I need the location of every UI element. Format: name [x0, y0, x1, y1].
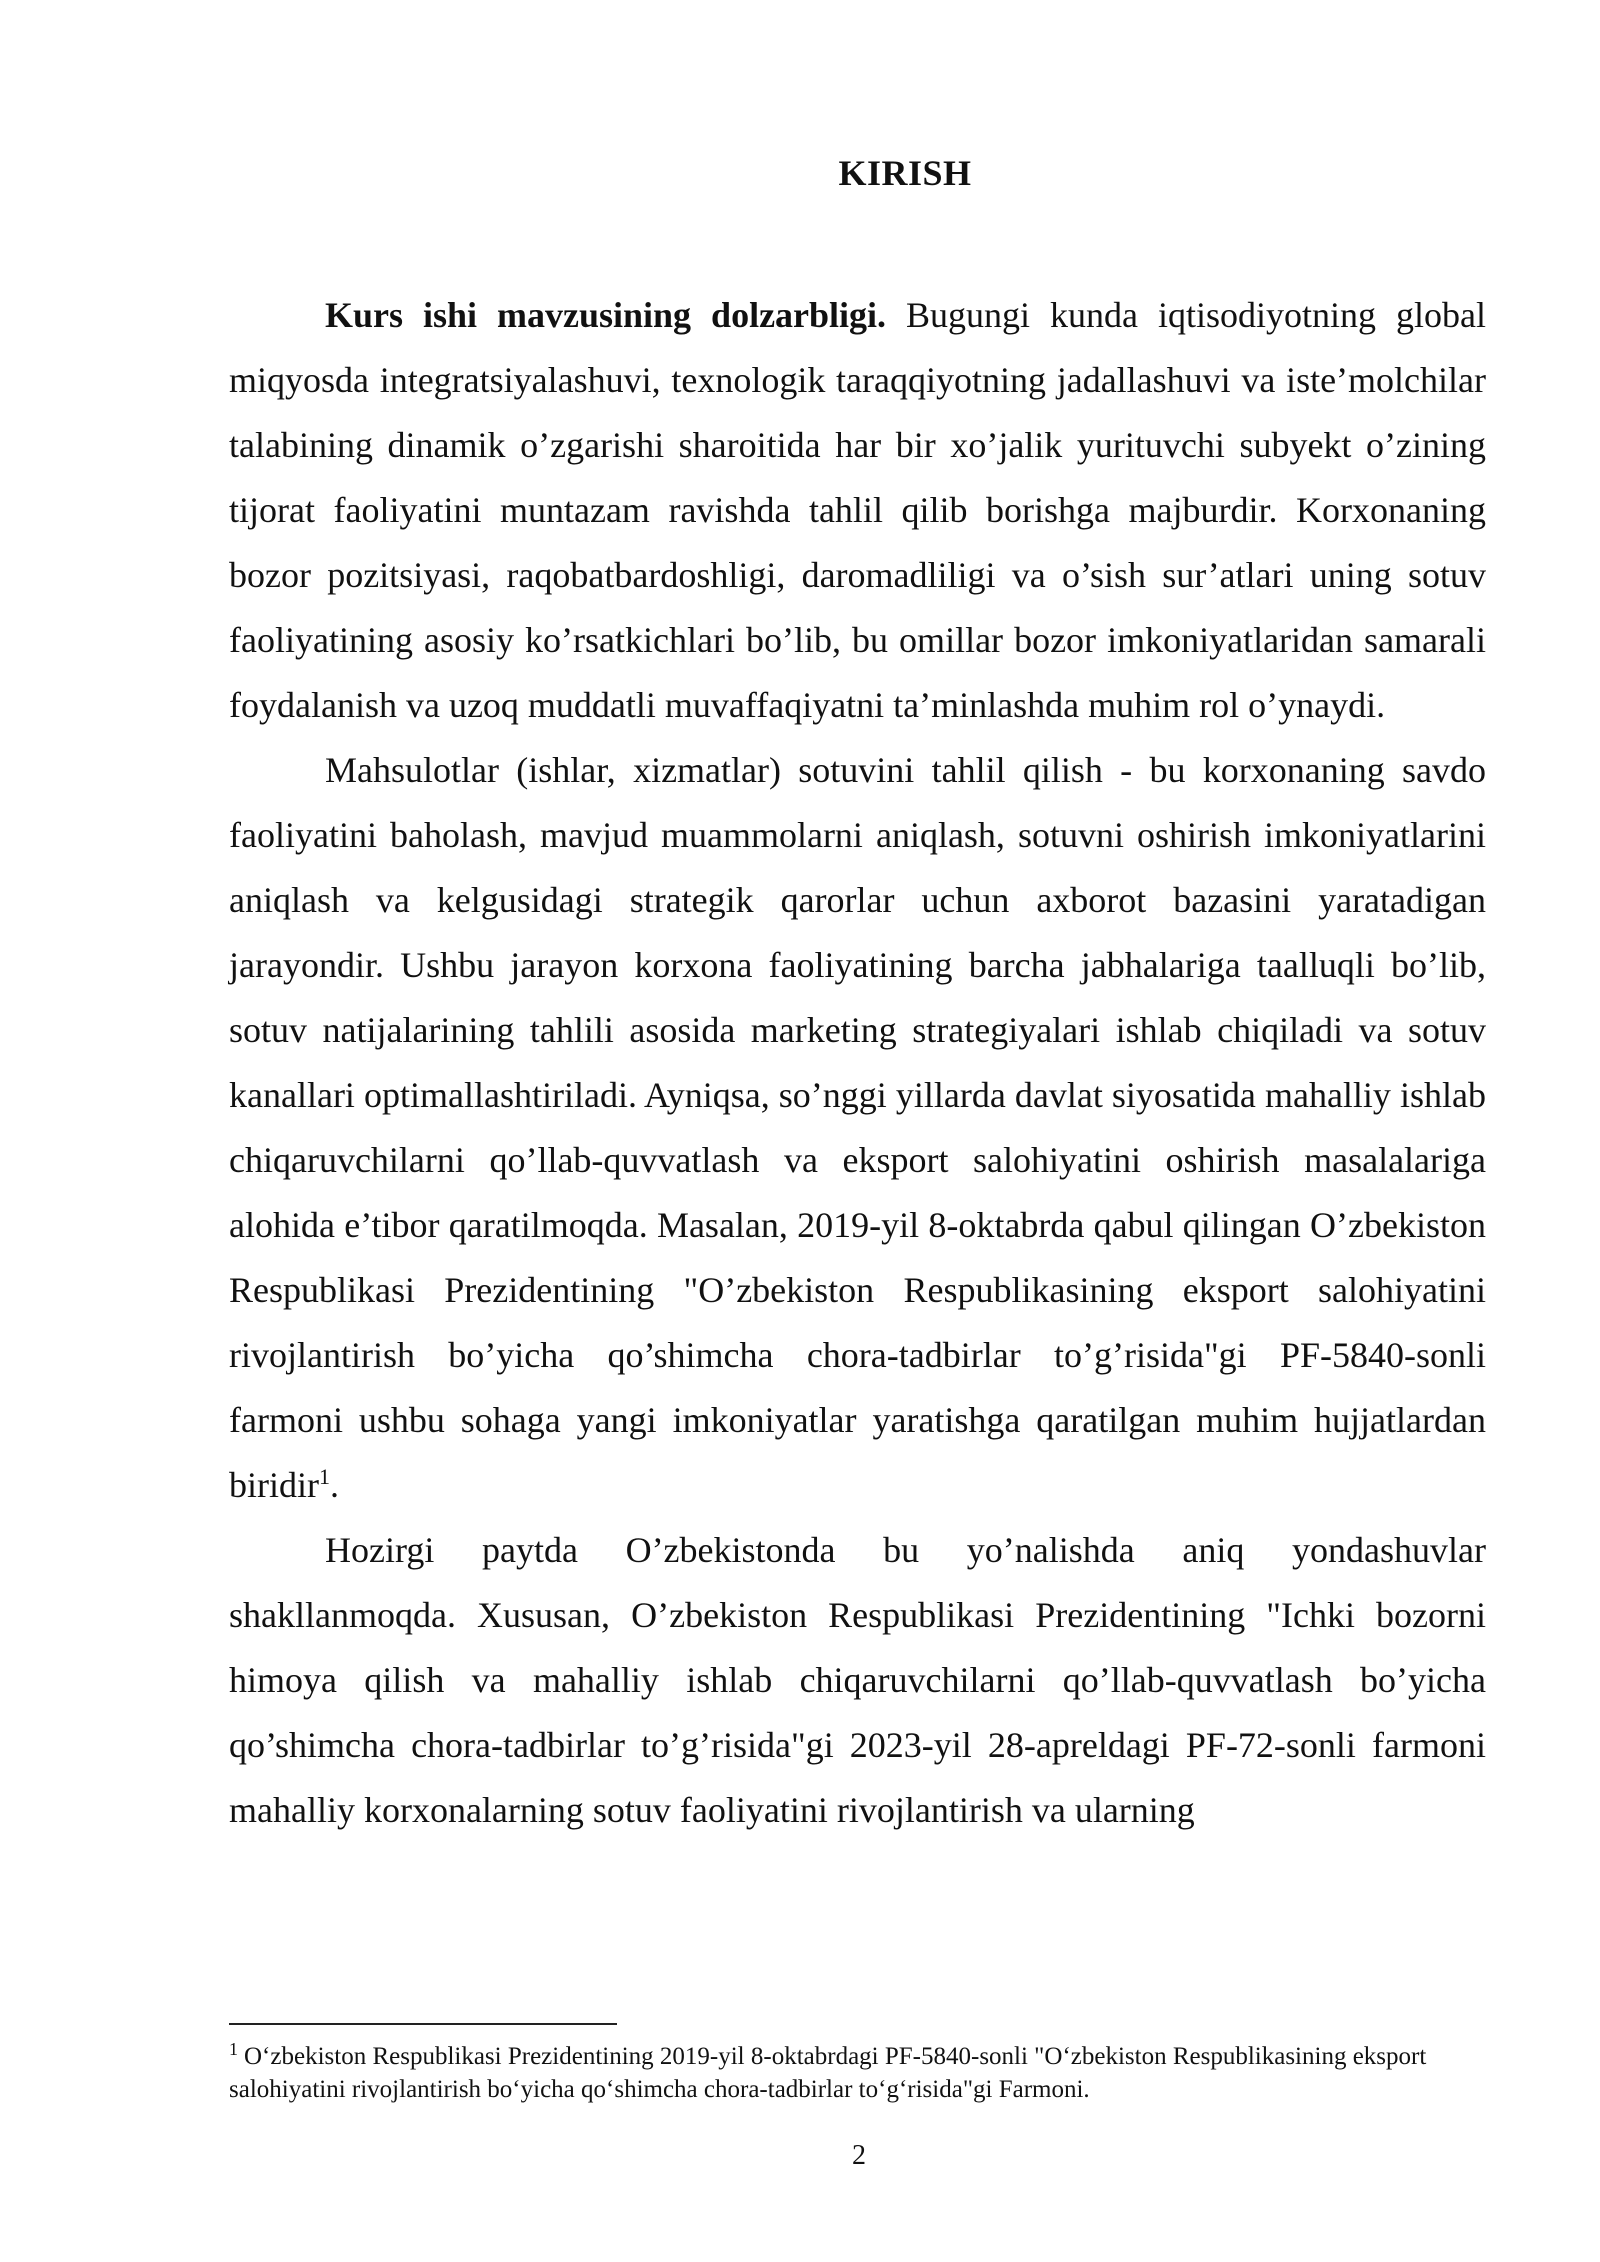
paragraph-3-text: Hozirgi paytda O’zbekistonda bu yo’nalishda aniq yondashuvlar shakllanmoqda. Xususan, O’zbekiston Respublikasi Prezidentining "Ichki bozorni himoya qilish va mahalliy ishlab chiqaruvchilarni qo’llab-quvvatlash bo’yicha qo’shimcha chora-tadbirlar to’g’risida"gi 2023-yil 28-apreldagi PF-72-sonli farmoni mahalliy korxonalarning sotuv faoliyatini rivojlantirish va ularning	[229, 1530, 1486, 1830]
footnote-reference[interactable]: 1	[318, 1464, 330, 1489]
paragraph-2-text: Mahsulotlar (ishlar, xizmatlar) sotuvini tahlil qilish - bu korxonaning savdo faoliyatini baholash, mavjud muammolarni aniqlash, sotuvni oshirish imkoniyatlarini aniqlash va kelgusidagi strategik qarorlar uchun axborot bazasini yaratadigan jarayondir. Ushbu jarayon korxona faoliyatining barcha jabhalariga taalluqli bo’lib, sotuv natijalarining tahlili asosida marketing strategiyalari ishlab chiqiladi va sotuv kanallari optimallashtiriladi. Ayniqsa, so’nggi yillarda davlat siyosatida mahalliy ishlab chiqaruvchilarni qo’llab-quvvatlash va eksport salohiyatini oshirish masalalariga alohida e’tibor qaratilmoqda. Masalan, 2019-yil 8-oktabrda qabul qilingan O’zbekiston Respublikasi Prezidentining "O’zbekiston Respublikasining eksport salohiyatini rivojlantirish bo’yicha qo’shimcha chora-tadbirlar to’g’risida"gi PF-5840-sonli farmoni ushbu sohaga yangi imkoniyatlar yaratishga qaratilgan muhim hujjatlardan biridir	[229, 750, 1486, 1505]
footnote-separator	[229, 2023, 617, 2025]
footnote	[229, 2040, 1486, 2106]
body-text	[229, 283, 1486, 1843]
paragraph-2	[229, 738, 1486, 1518]
paragraph-1-text: Bugungi kunda iqtisodiyotning global miqyosda integratsiyalashuvi, texnologik taraqqiyotning jadallashuvi va iste’molchilar talabining dinamik o’zgarishi sharoitida har bir xo’jalik yurituvchi subyekt o’zining tijorat faoliyatini muntazam ravishda tahlil qilib borishga majburdir. Korxonaning bozor pozitsiyasi, raqobatbardoshligi, daromadliligi va o’sish sur’atlari uning sotuv faoliyatining asosiy ko’rsatkichlari bo’lib, bu omillar bozor imkoniyatlaridan samarali foydalanish va uzoq muddatli muvaffaqiyatni ta’minlashda muhim rol o’ynaydi.	[229, 295, 1486, 725]
page-number: 2	[852, 2140, 866, 2171]
paragraph-1-lead: Kurs ishi mavzusining dolzarbligi.	[325, 295, 887, 335]
paragraph-3	[229, 1518, 1486, 1843]
footnote-text: O‘zbekiston Respublikasi Prezidentining 2019-yil 8-oktabrdagi PF-5840-sonli "O‘zbekiston Respublikasining eksport salohiyatini rivojlantirish bo‘yicha qo‘shimcha chora-tadbirlar to‘g‘risida"gi Farmoni.	[229, 2043, 1427, 2103]
paragraph-2-end: .	[329, 1465, 339, 1505]
paragraph-1	[229, 283, 1486, 738]
footnote-number: 1	[229, 2038, 238, 2059]
section-heading: KIRISH	[838, 153, 972, 193]
